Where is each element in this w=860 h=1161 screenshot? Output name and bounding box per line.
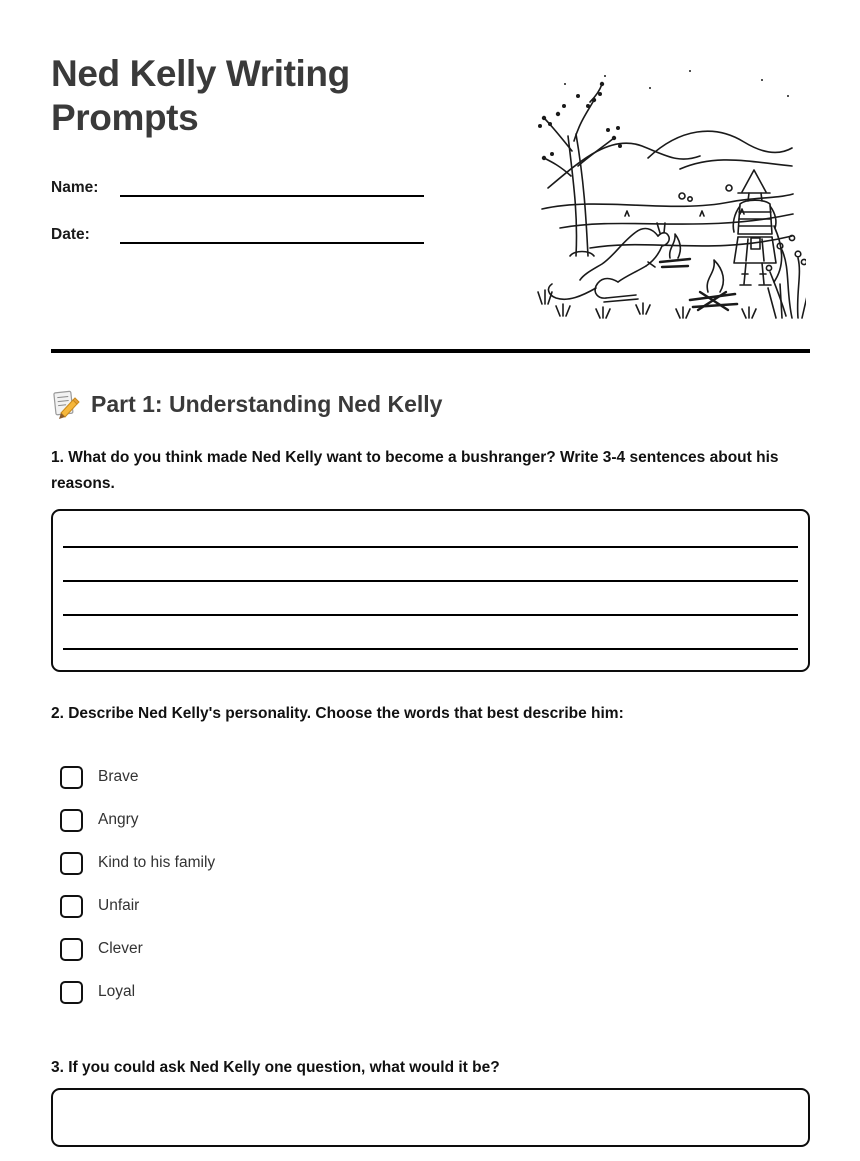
ruled-line	[63, 648, 798, 650]
memo-pencil-icon	[51, 389, 81, 419]
tree-leaf-dots	[538, 82, 622, 160]
option-label: Loyal	[98, 983, 136, 1000]
option-row-brave	[60, 765, 860, 789]
option-label: Unfair	[98, 897, 140, 914]
question-2: 2. Describe Ned Kelly's personality. Choose the words that best describe him:	[51, 705, 624, 722]
question-3: 3. If you could ask Ned Kelly one question, what would it be?	[51, 1059, 500, 1076]
grass-tufts	[538, 209, 756, 318]
checkbox-unfair[interactable]	[60, 895, 83, 918]
option-label: Angry	[98, 811, 139, 828]
option-label: Clever	[98, 940, 143, 957]
option-row-kind-to-his-family	[60, 851, 860, 875]
option-label: Brave	[98, 768, 139, 785]
date-label: Date:	[51, 226, 90, 244]
option-label: Kind to his family	[98, 854, 216, 871]
worksheet-header	[0, 0, 860, 349]
question-1: 1. What do you think made Ned Kelly want to become a bushranger? Write 3-4 sentences about his reasons.	[51, 449, 779, 492]
option-row-unfair	[60, 894, 860, 918]
checkbox-clever[interactable]	[60, 938, 83, 961]
name-field[interactable]	[120, 171, 424, 197]
page-title: Ned Kelly Writing Prompts	[51, 53, 350, 139]
section-divider	[51, 349, 810, 353]
checkbox-kind-to-his-family[interactable]	[60, 852, 83, 875]
q2-options-list	[60, 765, 860, 1023]
checkbox-angry[interactable]	[60, 809, 83, 832]
name-label: Name:	[51, 179, 99, 197]
bush-scene-illustration	[530, 66, 806, 324]
checkbox-loyal[interactable]	[60, 981, 83, 1004]
option-row-loyal	[60, 980, 860, 1004]
q1-answer-box[interactable]	[51, 509, 810, 672]
checkbox-brave[interactable]	[60, 766, 83, 789]
ruled-line	[63, 614, 798, 616]
part1-heading-row	[51, 389, 809, 419]
ruled-line	[63, 546, 798, 548]
option-row-angry	[60, 808, 860, 832]
ruled-line	[63, 580, 798, 582]
q3-answer-box[interactable]	[51, 1088, 810, 1147]
part1-heading: Part 1: Understanding Ned Kelly	[91, 390, 443, 417]
date-field[interactable]	[120, 218, 424, 244]
option-row-clever	[60, 937, 860, 961]
